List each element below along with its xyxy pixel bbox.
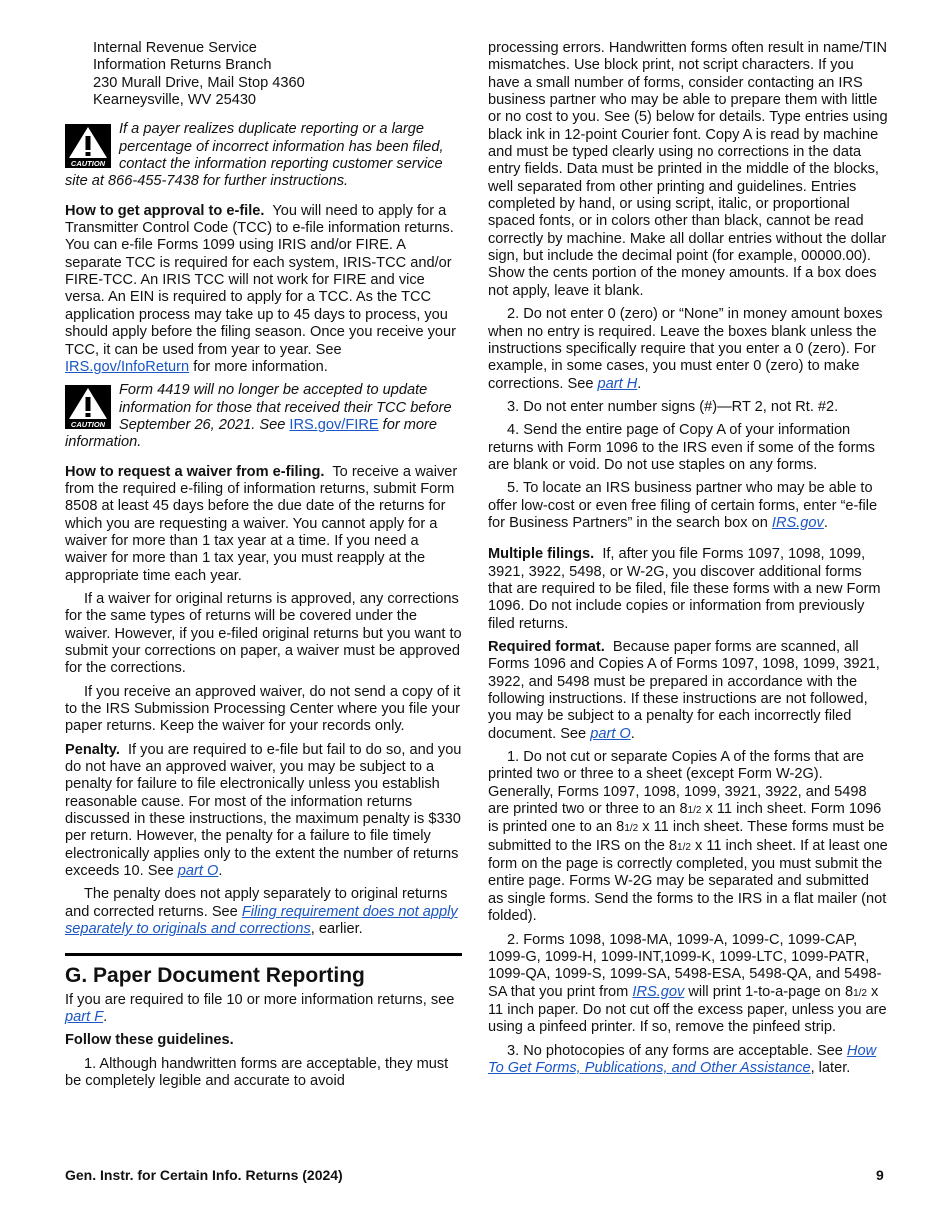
guidelines-heading: Follow these guidelines. — [65, 1032, 234, 1049]
waiver-paragraph — [65, 464, 462, 585]
item2-text: 2. Do not enter 0 (zero) or “None” in money amount boxes when no entry is required. Leave the boxes blank unless the instructions specifically require that you enter a 0 (zero). For example, in some cases, you must enter 0 (zero) to make corrections. See — [488, 306, 883, 392]
penalty-heading: Penalty. — [65, 741, 120, 758]
format-item-1-text: x 11 inch sheet. These forms must be submitted to the IRS on the 8 — [488, 819, 885, 854]
address-line: 230 Murall Drive, Mail Stop 4360 — [93, 74, 305, 91]
guideline-item-1-continued: processing errors. Handwritten forms often result in name/TIN mismatches. Use block print, not script characters. If you have a small number of forms, consider contacting an IRS business partner who may be able to prepare them with little or no cost to you. See (5) below for details. Type entries using black ink in 12-point Courier font. Copy A is read by machine and must be typed clearly using no corrections in the data entry fields. Data must be printed in the middle of the blocks, well separated from other printing and guidelines. Entries completed by hand, or using script, italic, or proportional spaced fonts, or in colors other than black, cannot be read correctly by machine. Make all dollar entries without the dollar sign, but include the decimal point (for example, 00000.00). Show the cents portion of the money amounts. If a box does not apply, leave it blank. — [488, 40, 888, 299]
guideline-item-1: 1. Although handwritten forms are acceptable, they must be completely legible and accurate to avoid — [65, 1055, 449, 1089]
irs-fire-link[interactable]: IRS.gov/FIRE — [289, 416, 379, 433]
multiple-filings-paragraph — [488, 546, 888, 633]
caution-icon — [65, 385, 111, 429]
fraction: 1/2 — [624, 823, 639, 835]
penalty-paragraph-2 — [65, 886, 462, 938]
penalty-para2-text: The penalty does not apply separately to original returns and corrected returns. See — [65, 886, 448, 920]
format-item-1-text: x 11 inch sheet. If at least one form on the page is correctly completed, you must submit the entire page. Forms W-2G may be separated and submitted as single forms. Send the forms to the IRS in a flat mailer (not folded). — [488, 837, 888, 925]
address-line: Information Returns Branch — [93, 57, 272, 74]
section-g-intro-text: If you are required to file 10 or more information returns, see — [65, 991, 455, 1008]
penalty-text: If you are required to e-file but fail to do so, and you do not have an approved waiver, you may be subject to a penalty for failure to file electronically unless you establish reasonable cause. For most of the information returns discussed in these instructions, the maximum penalty is $330 per return. However, the penalty for a failure to file timely electronically applies only to the extent the number of returns exceeds 10. See — [65, 741, 462, 880]
efile-approval-text: You will need to apply for a Transmitter Control Code (TCC) to e-file information returns. You can e-file Forms 1099 using IRIS and/or FIRE. A separate TCC is required for each system, IRIS-TCC and/or FIRE-TCC. An IRIS TCC will not work for FIRE and vice versa. An EIN is required to apply for a TCC. As the TCC application process may take up to 45 days to process, you should apply before the filing season. Once you receive your TCC, it can be used from year to year. See — [65, 202, 457, 358]
section-g-title: G. Paper Document Reporting — [65, 963, 365, 987]
item2-after: . — [637, 375, 642, 392]
guideline-item-4: 4. Send the entire page of Copy A of your information returns with Form 1096 to the IRS even if some of the forms are blank or void. Do not use staples on any forms. — [488, 422, 875, 473]
format-item-3-after: , later. — [810, 1059, 851, 1076]
format-item-2-text: will print 1-to-a-page on 8 — [684, 983, 854, 1000]
irs-address-block — [65, 40, 462, 109]
right-column — [488, 40, 888, 1083]
efile-approval-after: for more information. — [193, 358, 328, 375]
waiver-heading: How to request a waiver from e-filing. — [65, 463, 325, 480]
multiple-filings-text: If, after you file Forms 1097, 1098, 1099, 3921, 3922, 5498, or W-2G, you discover additional forms that are required to be filed, file these forms with a new Form 1096. Do not include copies or information from previously filed returns. — [488, 546, 881, 632]
format-item-3-text: 3. No photocopies of any forms are acceptable. See — [507, 1042, 843, 1059]
part-o-link[interactable]: part O — [177, 863, 219, 880]
guideline-item-3: 3. Do not enter number signs (#)—RT 2, not Rt. #2. — [507, 398, 839, 415]
irs-gov-link[interactable]: IRS.gov — [632, 983, 685, 1000]
caution-text: Form 4419 will no longer be accepted to update information for those that received their TCC before September 26, 2021. See — [119, 382, 452, 433]
fraction: 1/2 — [677, 841, 691, 853]
format-item-2-text: x 11 inch paper. Do not cut off the excess paper, unless you are using a pinfeed printer. If so, remove the pinfeed strip. — [488, 983, 887, 1036]
fraction: 1/2 — [853, 987, 867, 999]
caution-note-duplicate-reporting — [65, 121, 462, 190]
caution-label: CAUTION — [70, 420, 106, 430]
caution-text: If a payer realizes duplicate reporting or a large percentage of incorrect information has been filed, contact the information reporting customer service site at 866-455-7438 for further instructions. — [65, 121, 444, 190]
waiver-text: To receive a waiver from the required e-filing of information returns, submit Form 8508 at least 45 days before the due date of the returns for which you are requesting a waiver. You cannot apply for a waiver for more than 1 tax year at a time. If you need a waiver for more than 1 tax year, you must reapply at the appropriate time each year. — [65, 463, 458, 584]
address-line: Kearneysville, WV 25430 — [93, 92, 257, 109]
guideline-item-2 — [488, 306, 888, 393]
caution-icon — [65, 124, 111, 168]
irs-gov-link[interactable]: IRS.gov — [771, 514, 824, 531]
format-item-1 — [488, 749, 888, 925]
part-h-link[interactable]: part H — [597, 375, 638, 392]
fraction: 1/2 — [687, 805, 702, 817]
format-item-1-text: 1. Do not cut or separate Copies A of the forms that are printed two or three to a sheet (except Form W-2G). Generally, Forms 1097, 1098, 1099, 3921, 3922, and 5498 are printed two or three to an 8 — [488, 749, 867, 818]
address-line: Internal Revenue Service — [93, 40, 257, 56]
caution-after: for more information. — [65, 416, 438, 451]
penalty-after: . — [218, 863, 223, 880]
penalty-paragraph — [65, 742, 462, 881]
multiple-filings-heading: Multiple filings. — [488, 546, 595, 563]
required-format-text: Because paper forms are scanned, all Forms 1096 and Copies A of Forms 1097, 1098, 1099, 3921, 3922, and 5498 must be prepared in accordance with the following instructions. If these instructions are not followed, you may be subject to a penalty for each incorrectly filed document. See — [488, 639, 880, 742]
section-g-intro — [65, 992, 462, 1027]
section-divider — [65, 953, 462, 956]
filing-requirement-link[interactable]: Filing requirement does not apply separately to originals and corrections — [65, 903, 458, 938]
waiver-paragraph-3: If you receive an approved waiver, do not send a copy of it to the IRS Submission Processing Center where you file your paper returns. Keep the waiver for your records only. — [65, 683, 461, 735]
part-o-link[interactable]: part O — [590, 725, 631, 742]
irs-inforeturn-link[interactable]: IRS.gov/InfoReturn — [65, 358, 190, 375]
required-format-paragraph — [488, 639, 888, 743]
guideline-item-5 — [488, 480, 888, 532]
required-format-heading: Required format. — [488, 639, 605, 655]
format-item-1-text: x 11 inch sheet. Form 1096 is printed one to an 8 — [488, 801, 882, 836]
waiver-paragraph-2: If a waiver for original returns is approved, any corrections for the same types of returns will be covered under the waiver. However, if you e-filed original returns but you want to submit your corrections on paper, a waiver must be approved for the corrections. — [65, 590, 462, 677]
part-f-link[interactable]: part F — [65, 1008, 104, 1025]
format-item-2-text: 2. Forms 1098, 1098-MA, 1099-A, 1099-C, 1099-CAP, 1099-G, 1099-H, 1099-INT,1099-K, 1099-LTC, 1099-PATR, 1099-QA, 1099-S, 1099-SA, 5498-ESA, 5498-QA, and 5498-SA that you print from — [488, 931, 882, 1000]
required-format-after: . — [630, 725, 635, 742]
format-item-3 — [488, 1043, 888, 1078]
efile-approval-paragraph — [65, 203, 462, 376]
penalty-para2-after: , earlier. — [310, 921, 363, 938]
section-g-intro-after: . — [103, 1008, 108, 1025]
item5-text: 5. To locate an IRS business partner who may be able to offer low-cost or even free filing of certain forms, enter “e-file for Business Partners” in the search box on — [488, 480, 878, 531]
page-number: 9 — [876, 1167, 884, 1183]
how-to-get-forms-link[interactable]: How To Get Forms, Publications, and Other Assistance — [488, 1042, 877, 1076]
caution-note-form-4419 — [65, 382, 462, 451]
footer-title: Gen. Instr. for Certain Info. Returns (2024) — [65, 1167, 343, 1183]
efile-approval-heading: How to get approval to e-file. — [65, 202, 265, 219]
format-item-2 — [488, 932, 888, 1037]
left-column — [65, 40, 462, 1096]
caution-label: CAUTION — [70, 159, 106, 169]
item5-after: . — [823, 514, 828, 531]
